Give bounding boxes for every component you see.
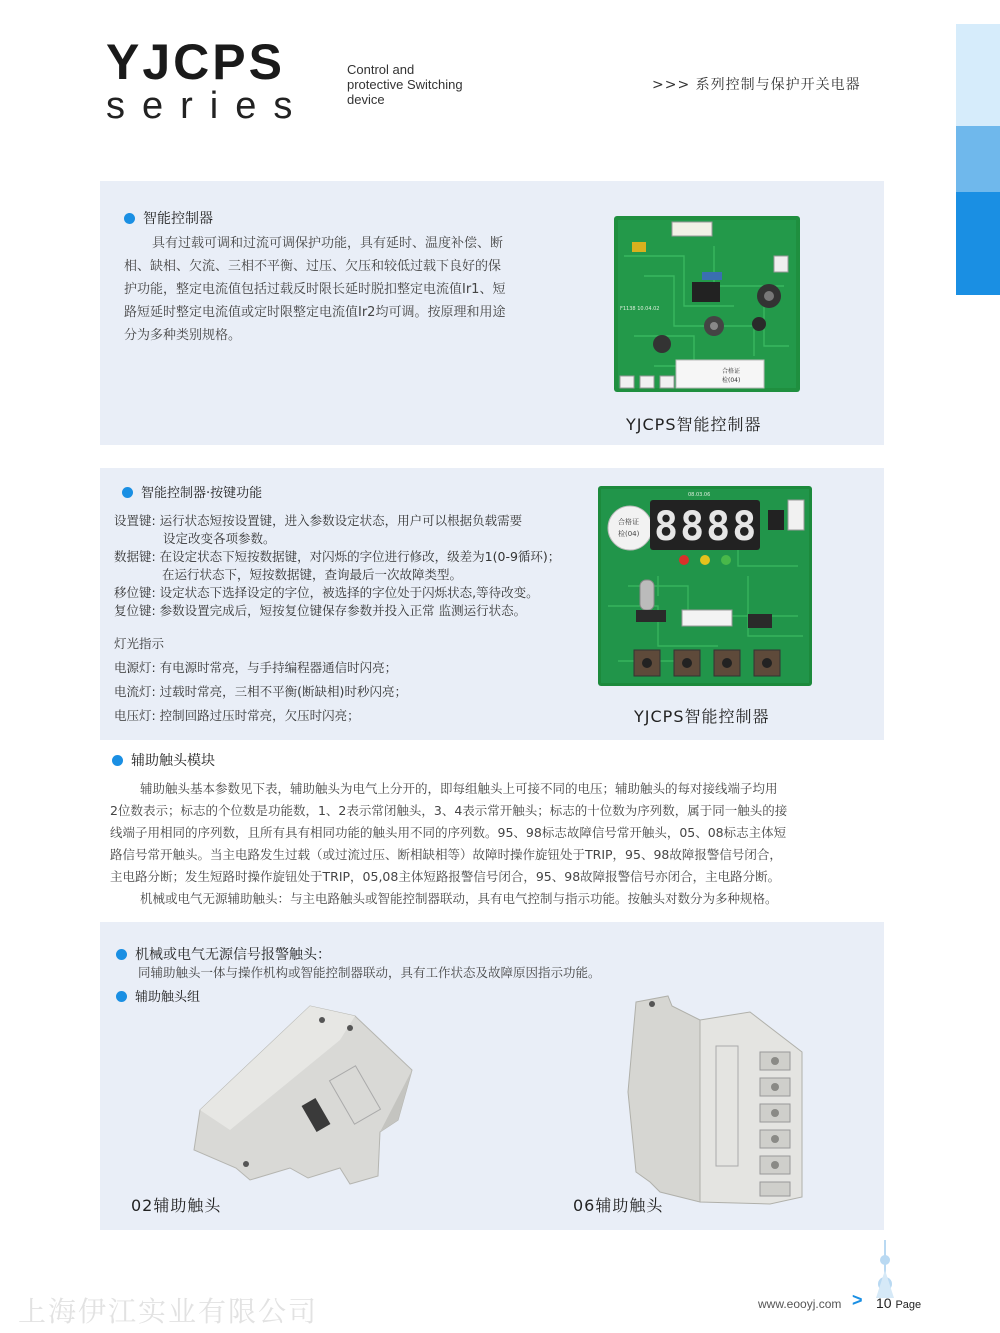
key-line: 设置键: 运行状态短按设置键，进入参数设定状态，用户可以根据负载需要 bbox=[114, 513, 523, 528]
arrow-icon: > bbox=[852, 1290, 863, 1310]
series-title-cn: >>> 系列控制与保护开关电器 bbox=[652, 77, 861, 93]
display-digits: 8888 bbox=[654, 504, 759, 550]
page-num-value: 10 bbox=[876, 1295, 892, 1311]
lamp-descriptions bbox=[114, 656, 604, 728]
body-line: 分为多种类别规格。 bbox=[124, 328, 242, 343]
pcb-label-line: 合格证 bbox=[618, 518, 639, 526]
decor-bar-light bbox=[956, 24, 1000, 126]
pcb-print: 08.03.06 bbox=[688, 492, 711, 498]
body-line: 相、缺相、欠流、三相不平衡、过压、欠压和较低过载下良好的保 bbox=[124, 259, 502, 274]
tagline bbox=[347, 62, 507, 107]
heading-text: 辅助触头模块 bbox=[131, 753, 215, 769]
body-line: 具有过载可调和过流可调保护功能，具有延时、温度补偿、断 bbox=[152, 236, 504, 251]
decor-bar-dark bbox=[956, 192, 1000, 295]
section-body bbox=[124, 232, 564, 347]
lamp-line: 电源灯: 有电源时常亮，与手持编程器通信时闪亮； bbox=[114, 660, 398, 675]
body-line: 2位数表示；标志的个位数是功能数，1、2表示常闭触头，3、4表示常开触头；标志的十位数为序列数，属于同一触头的接 bbox=[110, 803, 788, 818]
pcb-label-line: 合格证 bbox=[722, 368, 741, 375]
website-link[interactable]: www.eooyj.com bbox=[758, 1297, 842, 1311]
company-watermark: 上海伊江实业有限公司 bbox=[18, 1295, 319, 1328]
lamp-line: 电压灯: 控制回路过压时常亮，欠压时闪亮； bbox=[114, 708, 360, 723]
key-line: 在运行状态下，短按数据键，查询最后一次故障类型。 bbox=[162, 567, 463, 582]
image-caption: YJCPS智能控制器 bbox=[634, 707, 770, 726]
body-line: 机械或电气无源辅助触头：与主电路触头或智能控制器联动，具有电气控制与指示功能。按触头对数分为多种规格。 bbox=[140, 891, 778, 906]
key-line: 移位键: 设定状态下选择设定的字位，被选择的字位处于闪烁状态,等待改变。 bbox=[114, 585, 539, 600]
current-led-icon bbox=[700, 555, 710, 565]
key-line: 复位键: 参数设置完成后，短按复位键保存参数并投入正常 监测运行状态。 bbox=[114, 603, 527, 618]
key-line: 设定改变各项参数。 bbox=[163, 531, 276, 546]
heading-text: 智能控制器 bbox=[143, 211, 213, 227]
heading-text: 智能控制器·按键功能 bbox=[141, 486, 263, 501]
bullet-icon bbox=[116, 991, 127, 1002]
tagline-line: device bbox=[347, 92, 385, 107]
tower-icon bbox=[872, 1240, 898, 1298]
body-line: 主电路分断；发生短路时操作旋钮处于TRIP，05,08主体短路报警信号闭合，95、98故障报警信号亦闭合，主电路分断。 bbox=[110, 869, 781, 884]
tagline-line: protective Switching bbox=[347, 77, 463, 92]
pcb-print: F1138 10.04.02 bbox=[620, 306, 660, 312]
bullet-icon bbox=[122, 487, 133, 498]
body-line: 路短延时整定电流值或定时限整定电流值Ir2均可调。按原理和用途 bbox=[124, 305, 506, 320]
body-line: 路信号常开触头。当主电路发生过载（或过流过压、断相缺相等）故障时操作旋钮处于TRIP，95、98故障报警信号闭合， bbox=[110, 847, 782, 862]
lamp-line: 电流灯: 过载时常亮，三相不平衡(断缺相)时秒闪亮； bbox=[114, 684, 407, 699]
voltage-led-icon bbox=[721, 555, 731, 565]
section-heading bbox=[116, 986, 200, 1005]
alarm-contact-text: 同辅助触头一体与操作机构或智能控制器联动，具有工作状态及故障原因指示功能。 bbox=[138, 965, 601, 980]
logo-main: YJCPS bbox=[106, 34, 285, 90]
page-label: Page bbox=[895, 1299, 922, 1311]
bullet-icon bbox=[116, 949, 127, 960]
body-line: 辅助触头基本参数见下表，辅助触头为电气上分开的，即每组触头上可接不同的电压；辅助触头的每对接线端子均用 bbox=[140, 781, 778, 796]
keypad-board-image bbox=[598, 486, 812, 686]
logo-sub: series bbox=[106, 85, 310, 127]
pcb-label-line: 检(04) bbox=[618, 530, 640, 538]
image-caption: 06辅助触头 bbox=[573, 1196, 664, 1215]
aux-contact-02-image bbox=[190, 1000, 420, 1185]
page-number bbox=[876, 1295, 921, 1311]
body-line: 护功能，整定电流值包括过载反时限长延时脱扣整定电流值Ir1、短 bbox=[124, 282, 506, 297]
decor-bar-mid bbox=[956, 126, 1000, 192]
body-line: 线端子用相同的序列数，且所有具有相同功能的触头用不同的序列数。95、98标志故障信号常开触头，05、08标志主体短 bbox=[110, 825, 787, 840]
section-heading bbox=[124, 208, 213, 228]
section-heading bbox=[112, 750, 215, 770]
section-heading bbox=[116, 944, 331, 964]
controller-board-image bbox=[614, 216, 800, 392]
aux-contact-description bbox=[110, 778, 890, 910]
key-line: 数据键: 在设定状态下短按数据键，对闪烁的字位进行修改，级差为1(0-9循环)； bbox=[114, 549, 561, 564]
section-heading bbox=[122, 482, 262, 501]
image-caption: 02辅助触头 bbox=[131, 1196, 222, 1215]
tagline-line: Control and bbox=[347, 62, 415, 77]
heading-text: 辅助触头组 bbox=[135, 990, 201, 1005]
image-caption: YJCPS智能控制器 bbox=[626, 415, 762, 434]
key-descriptions bbox=[114, 512, 604, 620]
power-led-icon bbox=[679, 555, 689, 565]
bullet-icon bbox=[112, 755, 123, 766]
pcb-label-line: 检(04) bbox=[722, 377, 741, 384]
lamp-title: 灯光指示 bbox=[114, 636, 165, 651]
bullet-icon bbox=[124, 213, 135, 224]
heading-text: 机械或电气无源信号报警触头： bbox=[135, 947, 331, 963]
aux-contact-06-image bbox=[620, 992, 810, 1207]
